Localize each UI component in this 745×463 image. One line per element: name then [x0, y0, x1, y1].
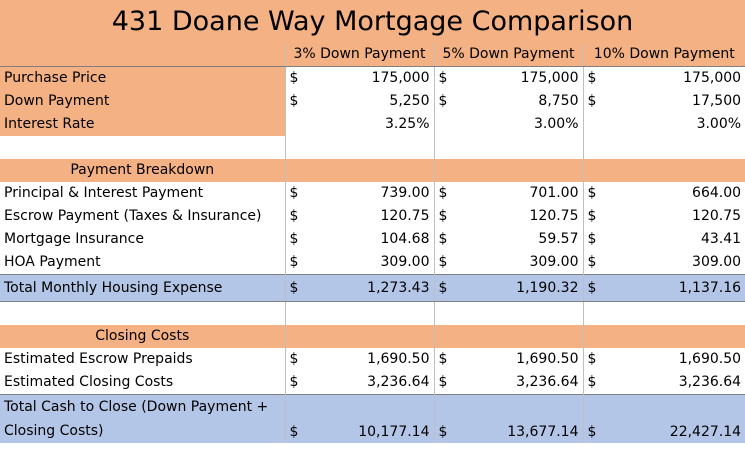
column-header-3pct[interactable]: 3% Down Payment [285, 43, 434, 67]
currency-cell[interactable]: $ [438, 93, 448, 109]
empty-cell[interactable] [456, 136, 583, 159]
currency-cell[interactable]: $ [289, 208, 299, 224]
currency-cell[interactable]: $ [438, 208, 448, 224]
currency-cell[interactable]: $ [285, 395, 307, 444]
currency-cell[interactable]: $ [434, 275, 456, 302]
value-cell[interactable]: 3,236.64 [678, 374, 742, 390]
empty-cell[interactable] [285, 302, 307, 326]
row-label[interactable]: HOA Payment [0, 251, 285, 275]
empty-cell[interactable] [307, 159, 434, 182]
currency-cell[interactable]: $ [587, 231, 597, 247]
row-total-monthly [0, 275, 745, 302]
empty-cell[interactable] [285, 113, 307, 136]
currency-cell[interactable]: $ [587, 351, 597, 367]
empty-cell[interactable] [434, 325, 456, 348]
empty-cell[interactable] [0, 302, 285, 326]
value-cell[interactable]: 1,690.50 [678, 351, 742, 367]
empty-cell[interactable] [434, 113, 456, 136]
empty-cell[interactable] [307, 325, 434, 348]
row-label[interactable]: Principal & Interest Payment [0, 182, 285, 205]
value-cell[interactable]: 3,236.64 [307, 371, 434, 395]
value-cell[interactable]: 120.75 [307, 205, 434, 228]
value-cell[interactable]: 3,236.64 [456, 371, 583, 395]
total-value-cell[interactable]: 13,677.14 [456, 395, 583, 444]
currency-cell[interactable]: $ [285, 275, 307, 302]
currency-cell[interactable]: $ [289, 70, 299, 86]
value-cell[interactable]: 3.25% [307, 113, 434, 136]
currency-cell[interactable]: $ [289, 185, 299, 201]
value-cell[interactable]: 175,000 [456, 67, 583, 91]
currency-cell[interactable]: $ [587, 70, 597, 86]
empty-cell[interactable] [434, 159, 456, 182]
spacer-row [0, 136, 745, 159]
empty-cell[interactable] [307, 302, 434, 326]
row-label[interactable]: Estimated Closing Costs [0, 371, 285, 395]
empty-cell[interactable] [285, 136, 307, 159]
empty-cell[interactable] [605, 159, 745, 182]
currency-cell[interactable]: $ [587, 374, 597, 390]
value-cell[interactable]: 309.00 [692, 254, 742, 270]
value-cell[interactable]: 175,000 [683, 70, 742, 86]
row-hoa-payment [0, 251, 745, 275]
empty-cell[interactable] [307, 136, 434, 159]
currency-cell[interactable]: $ [583, 275, 605, 302]
value-cell[interactable]: 8,750 [456, 90, 583, 113]
empty-cell[interactable] [285, 159, 307, 182]
column-header-5pct[interactable]: 5% Down Payment [434, 43, 583, 67]
row-label[interactable]: Estimated Escrow Prepaids [0, 348, 285, 371]
empty-cell[interactable] [0, 136, 285, 159]
value-cell[interactable]: 3.00% [696, 116, 742, 132]
empty-cell[interactable] [583, 113, 605, 136]
section-title[interactable]: Closing Costs [0, 325, 285, 348]
total-value-cell[interactable]: 1,190.32 [456, 275, 583, 302]
value-cell[interactable]: 43.41 [700, 231, 742, 247]
currency-cell[interactable]: $ [583, 395, 605, 444]
value-cell[interactable]: 120.75 [456, 205, 583, 228]
total-label[interactable]: Total Monthly Housing Expense [0, 275, 285, 302]
empty-cell[interactable] [583, 325, 605, 348]
value-cell[interactable]: 59.57 [456, 228, 583, 251]
currency-cell[interactable]: $ [289, 231, 299, 247]
spacer-row [0, 302, 745, 326]
column-header-10pct[interactable]: 10% Down Payment [583, 43, 745, 67]
row-principal-interest [0, 182, 745, 205]
empty-cell[interactable] [583, 136, 605, 159]
value-cell[interactable]: 309.00 [456, 251, 583, 275]
row-escrow-prepaids [0, 348, 745, 371]
currency-cell[interactable]: $ [434, 395, 456, 444]
section-title[interactable]: Payment Breakdown [0, 159, 285, 182]
empty-cell[interactable] [605, 325, 745, 348]
empty-cell[interactable] [456, 302, 583, 326]
row-label[interactable]: Escrow Payment (Taxes & Insurance) [0, 205, 285, 228]
value-cell[interactable]: 664.00 [692, 185, 742, 201]
row-label[interactable]: Down Payment [0, 90, 285, 113]
currency-cell[interactable]: $ [587, 254, 597, 270]
empty-cell[interactable] [583, 302, 605, 326]
row-label[interactable]: Interest Rate [0, 113, 285, 136]
total-value-cell[interactable]: 1,273.43 [307, 275, 434, 302]
section-header-closing [0, 325, 745, 348]
empty-cell[interactable] [456, 325, 583, 348]
currency-cell[interactable]: $ [438, 254, 448, 270]
currency-cell[interactable]: $ [438, 70, 448, 86]
value-cell[interactable]: 309.00 [307, 251, 434, 275]
empty-cell[interactable] [434, 136, 456, 159]
value-cell[interactable]: 1,690.50 [456, 348, 583, 371]
total-value-cell[interactable]: 1,137.16 [605, 275, 745, 302]
row-mortgage-insurance [0, 228, 745, 251]
empty-cell[interactable] [456, 159, 583, 182]
row-interest-rate [0, 113, 745, 136]
currency-cell[interactable]: $ [438, 351, 448, 367]
currency-cell[interactable]: $ [289, 93, 299, 109]
value-cell[interactable]: 120.75 [692, 208, 742, 224]
header-blank-cell[interactable] [0, 43, 285, 67]
empty-cell[interactable] [605, 136, 745, 159]
row-purchase-price [0, 67, 745, 91]
currency-cell[interactable]: $ [289, 351, 299, 367]
empty-cell[interactable] [434, 302, 456, 326]
row-closing-costs [0, 371, 745, 395]
value-cell[interactable]: 5,250 [307, 90, 434, 113]
empty-cell[interactable] [605, 302, 745, 326]
value-cell[interactable]: 175,000 [307, 67, 434, 91]
currency-cell[interactable]: $ [289, 374, 299, 390]
row-escrow-payment [0, 205, 745, 228]
value-cell[interactable]: 739.00 [307, 182, 434, 205]
sheet-title: 431 Doane Way Mortgage Comparison [0, 0, 745, 43]
total-value-cell[interactable]: 10,177.14 [307, 395, 434, 444]
currency-cell[interactable]: $ [289, 254, 299, 270]
empty-cell[interactable] [583, 159, 605, 182]
total-label[interactable]: Total Cash to Close (Down Payment + Closing Costs) [0, 395, 285, 444]
value-cell[interactable]: 701.00 [456, 182, 583, 205]
currency-cell[interactable]: $ [438, 231, 448, 247]
currency-cell[interactable]: $ [587, 208, 597, 224]
value-cell[interactable]: 3.00% [456, 113, 583, 136]
total-value-cell[interactable]: 22,427.14 [605, 395, 745, 444]
section-header-payment [0, 159, 745, 182]
value-cell[interactable]: 104.68 [307, 228, 434, 251]
row-total-cash-to-close [0, 395, 745, 444]
currency-cell[interactable]: $ [438, 185, 448, 201]
currency-cell[interactable]: $ [587, 185, 597, 201]
value-cell[interactable]: 17,500 [692, 93, 742, 109]
currency-cell[interactable]: $ [587, 93, 597, 109]
row-label[interactable]: Mortgage Insurance [0, 228, 285, 251]
empty-cell[interactable] [285, 325, 307, 348]
row-down-payment [0, 90, 745, 113]
value-cell[interactable]: 1,690.50 [307, 348, 434, 371]
currency-cell[interactable]: $ [438, 374, 448, 390]
row-label[interactable]: Purchase Price [0, 67, 285, 91]
